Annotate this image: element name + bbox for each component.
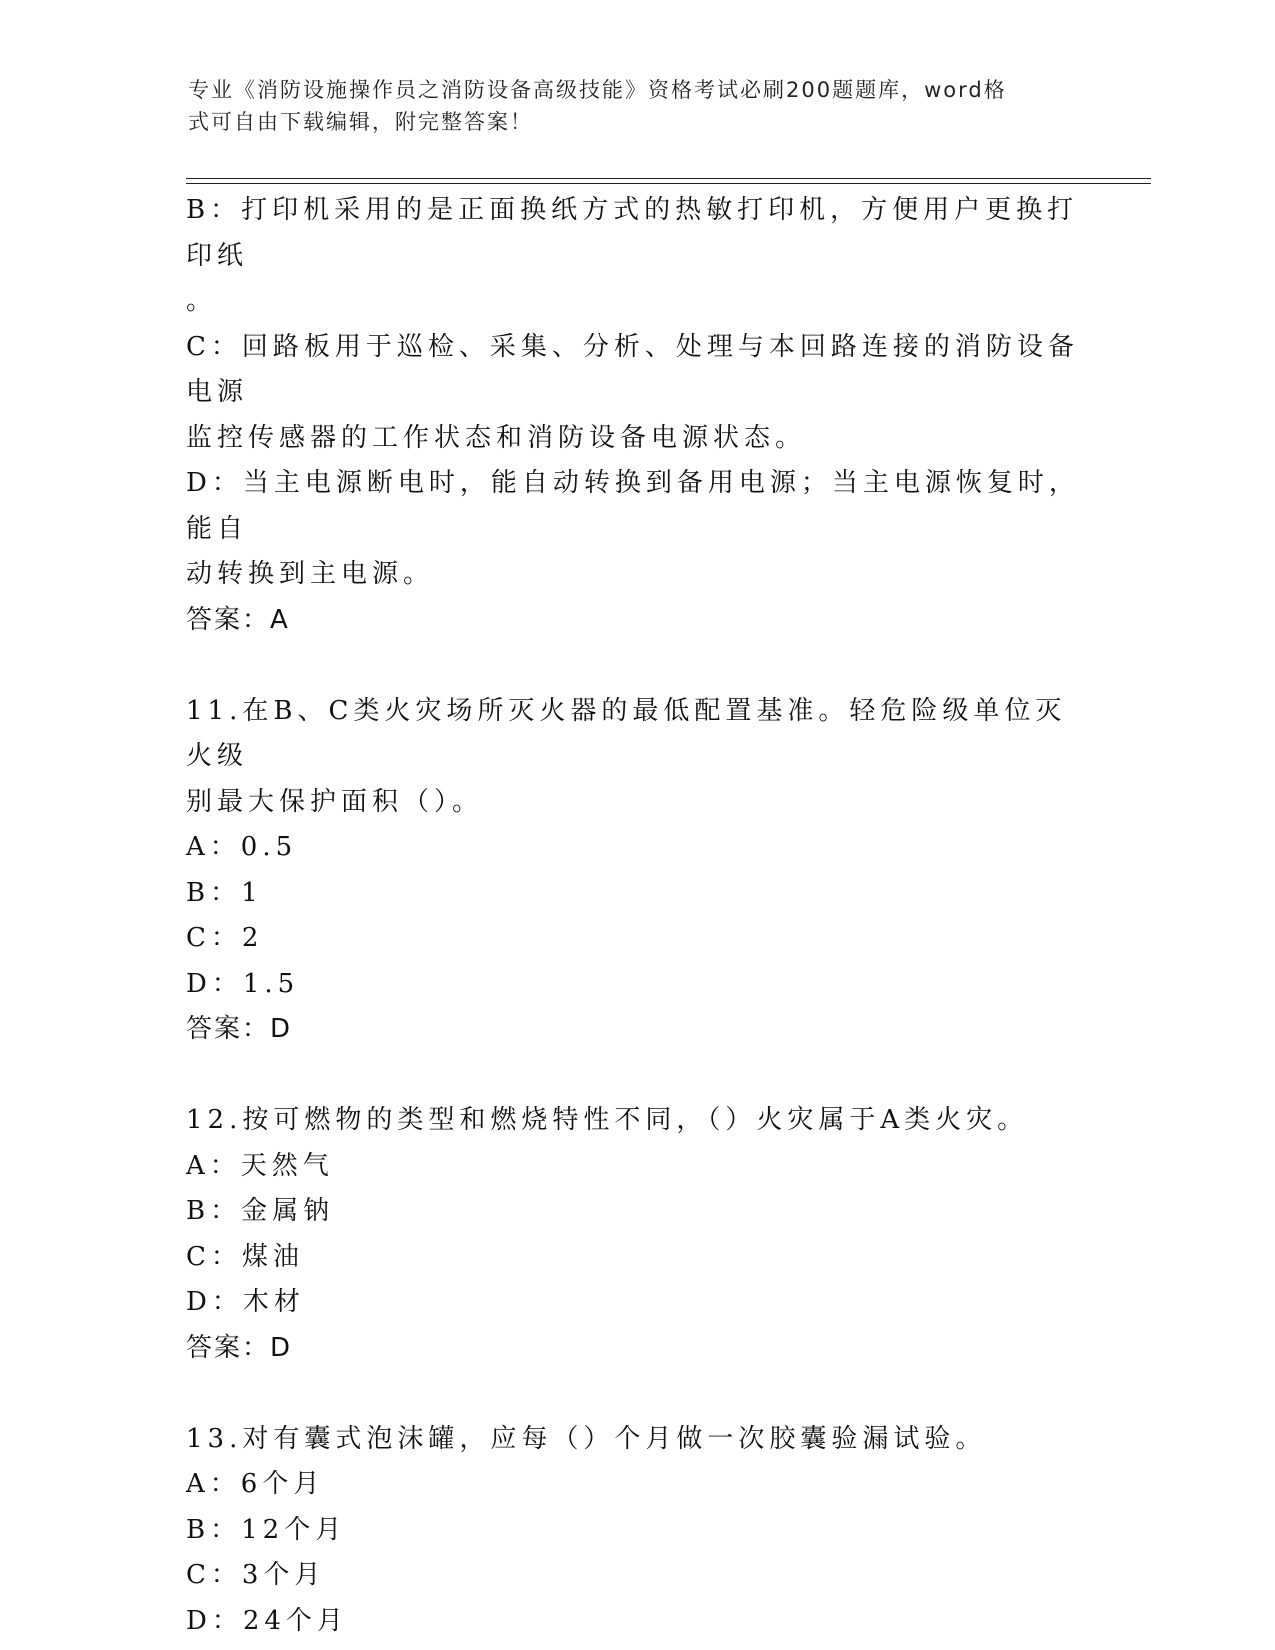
q13-option-c: C：3个月 <box>186 1560 326 1590</box>
q10-option-c-line-1: C：回路板用于巡检、采集、分析、处理与本回路连接的消防设备电源 <box>186 331 1079 407</box>
spacer <box>186 1053 1086 1099</box>
q12-answer: 答案：D <box>186 1332 293 1363</box>
q11-stem-line-1: 11.在B、C类火灾场所灭火器的最低配置基准。轻危险级单位灭火级 <box>186 695 1067 771</box>
question-10-continued <box>186 188 1086 643</box>
q11-option-d: D：1.5 <box>186 968 300 999</box>
question-12 <box>186 1098 1086 1371</box>
q10-option-d-line-1: D：当主电源断电时，能自动转换到备用电源；当主电源恢复时，能自 <box>186 468 1080 544</box>
q10-option-b-line-1: B：打印机采用的是正面换纸方式的热敏打印机，方便用户更换打印纸 <box>186 195 1079 271</box>
question-content <box>186 188 1086 1644</box>
header-line-1: 专业《消防设施操作员之消防设备高级技能》资格考试必刷200题题库，word格 <box>188 78 1007 102</box>
header-line-2: 式可自由下载编辑，附完整答案！ <box>188 110 533 134</box>
q12-option-b: B：金属钠 <box>186 1196 335 1226</box>
spacer <box>186 643 1086 689</box>
q11-option-b: B：1 <box>186 877 263 908</box>
q11-stem-line-2: 别最大保护面积（）。 <box>186 786 484 817</box>
spacer <box>186 1371 1086 1417</box>
q10-option-b-line-2: 。 <box>186 286 218 316</box>
q12-option-c: C：煤油 <box>186 1241 304 1272</box>
q10-option-d-line-2: 动转换到主电源。 <box>186 559 435 589</box>
q12-option-a: A：天然气 <box>186 1150 334 1181</box>
q11-answer: 答案：D <box>186 1014 293 1044</box>
q10-option-c-line-2: 监控传感器的工作状态和消防设备电源状态。 <box>186 422 807 453</box>
header-rule-top <box>186 178 1151 179</box>
q13-option-a: A：6个月 <box>186 1469 325 1499</box>
q11-option-c: C：2 <box>186 923 264 953</box>
q10-answer: 答案：A <box>186 604 290 635</box>
header-rule-bottom <box>186 183 1151 184</box>
q13-stem: 13.对有囊式泡沫罐，应每（）个月做一次胶囊验漏试验。 <box>186 1423 987 1454</box>
q12-stem: 12.按可燃物的类型和燃烧特性不同，（）火灾属于A类火灾。 <box>186 1105 1029 1135</box>
document-header <box>188 74 1068 138</box>
question-13 <box>186 1417 1086 1645</box>
question-11 <box>186 689 1086 1053</box>
q13-option-b: B：12个月 <box>186 1514 347 1545</box>
q13-option-d: D：24个月 <box>186 1605 348 1636</box>
q12-option-d: D：木材 <box>186 1287 305 1317</box>
q11-option-a: A：0.5 <box>186 832 298 862</box>
